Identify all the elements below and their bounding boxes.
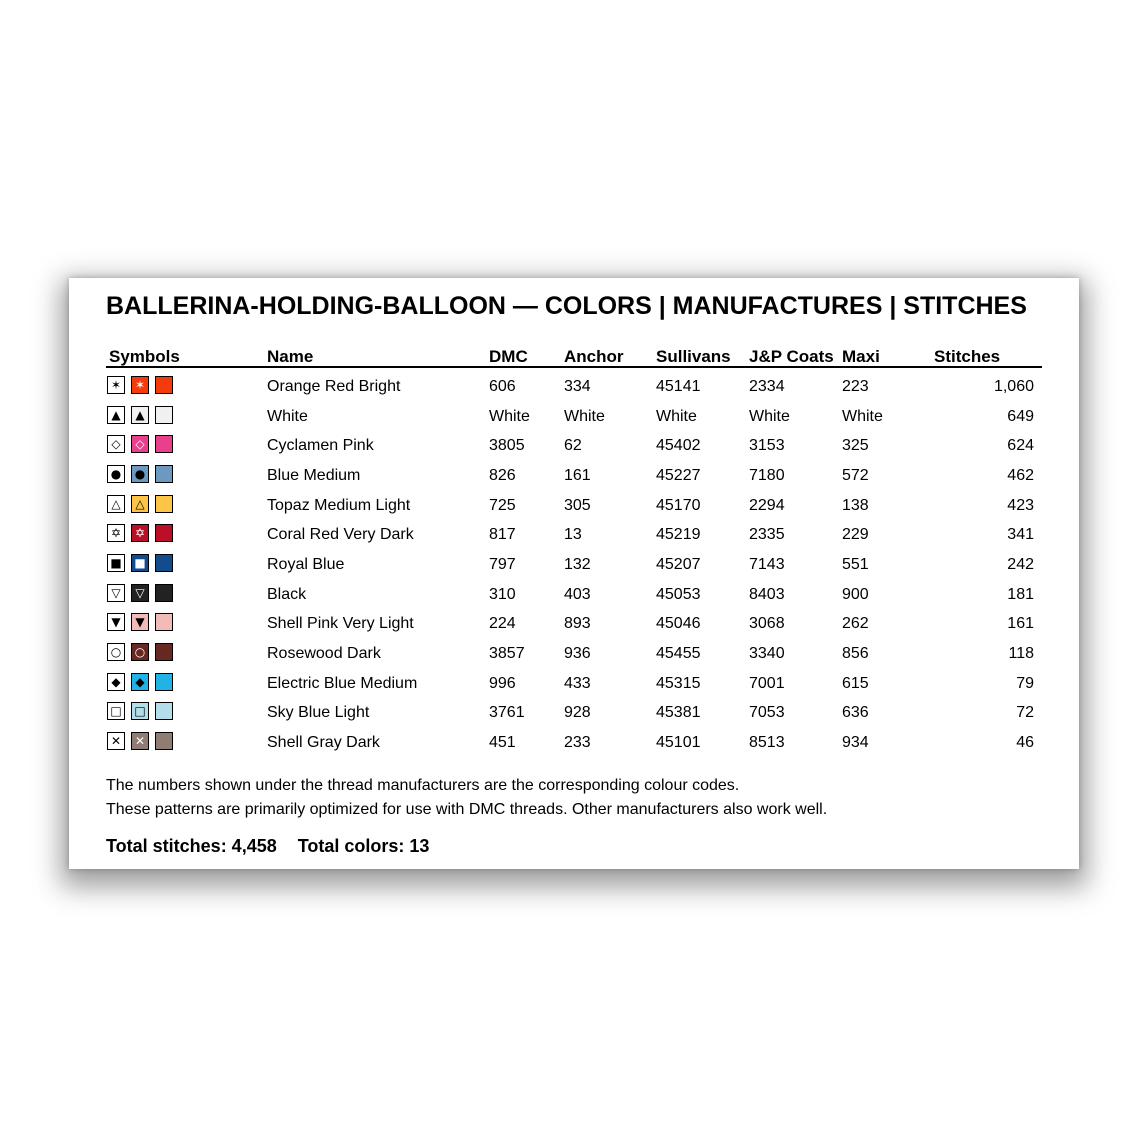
color-chart-card — [69, 278, 1079, 869]
cell-sullivans: 45219 — [656, 526, 701, 544]
cell-maxi: 615 — [842, 674, 869, 692]
cell-jpcoats: 8403 — [749, 585, 785, 603]
note-line-1: The numbers shown under the thread manufacturers are the corresponding colour codes. — [106, 777, 740, 794]
cell-stitches: 181 — [1007, 585, 1034, 603]
cell-anchor: 928 — [564, 704, 591, 722]
symbol-swatch: ▽ — [107, 584, 125, 602]
cell-dmc: 310 — [489, 585, 516, 603]
cell-stitches: 462 — [1007, 466, 1034, 484]
symbol-swatch: □ — [107, 702, 125, 720]
header-maxi: Maxi — [842, 347, 880, 366]
header-jpcoats: J&P Coats — [749, 347, 834, 366]
symbol-swatch: △ — [107, 495, 125, 513]
color-swatch — [155, 702, 173, 720]
cell-dmc: 826 — [489, 466, 516, 484]
cell-name: Topaz Medium Light — [267, 496, 411, 514]
cell-name: Coral Red Very Dark — [267, 526, 414, 544]
symbol-on-color-swatch: ◆ — [131, 673, 149, 691]
header-symbols: Symbols — [109, 347, 180, 366]
cell-jpcoats: 3340 — [749, 644, 785, 662]
cell-name: Electric Blue Medium — [267, 674, 418, 692]
cell-jpcoats: 3153 — [749, 437, 785, 455]
header-anchor: Anchor — [564, 347, 624, 366]
cell-jpcoats: 2335 — [749, 526, 785, 544]
color-swatch — [155, 524, 173, 542]
header-sullivans: Sullivans — [656, 347, 731, 366]
table-row — [106, 583, 1042, 607]
symbol-swatch: ◇ — [107, 435, 125, 453]
symbol-on-color-swatch: ▽ — [131, 584, 149, 602]
color-swatch — [155, 613, 173, 631]
table-row — [106, 494, 1042, 518]
cell-stitches: 72 — [1016, 704, 1034, 722]
cell-anchor: 161 — [564, 466, 591, 484]
symbol-swatch: ● — [107, 465, 125, 483]
cell-maxi: 856 — [842, 644, 869, 662]
cell-name: Orange Red Bright — [267, 378, 401, 395]
symbol-on-color-swatch: ✡ — [131, 524, 149, 542]
total-colors: Total colors: 13 — [297, 836, 430, 856]
cell-name: Shell Pink Very Light — [267, 615, 414, 633]
cell-jpcoats: 7143 — [749, 555, 785, 573]
table-row — [106, 375, 1042, 399]
header-dmc: DMC — [489, 347, 528, 366]
cell-sullivans: 45315 — [656, 674, 701, 692]
cell-name: Blue Medium — [267, 466, 361, 484]
symbol-on-color-swatch: ○ — [131, 643, 149, 661]
cell-sullivans: 45227 — [656, 466, 701, 484]
cell-sullivans: 45101 — [656, 733, 701, 751]
cell-name: Shell Gray Dark — [267, 733, 380, 751]
cell-maxi: 229 — [842, 526, 869, 544]
color-swatch — [155, 584, 173, 602]
cell-name: Cyclamen Pink — [267, 437, 374, 455]
total-stitches: Total stitches: 4,458 — [106, 836, 277, 856]
color-swatch — [155, 406, 173, 424]
color-swatch — [155, 435, 173, 453]
symbol-on-color-swatch: □ — [131, 702, 149, 720]
cell-jpcoats: 3068 — [749, 615, 785, 633]
table-row — [106, 612, 1042, 636]
table-row — [106, 405, 1042, 429]
cell-anchor: 936 — [564, 644, 591, 662]
cell-dmc: 817 — [489, 526, 516, 544]
cell-sullivans: 45046 — [656, 615, 701, 633]
cell-sullivans: 45141 — [656, 378, 701, 395]
table-row — [106, 434, 1042, 458]
cell-maxi: 138 — [842, 496, 869, 514]
cell-maxi: 262 — [842, 615, 869, 633]
cell-sullivans: 45053 — [656, 585, 701, 603]
cell-sullivans: 45381 — [656, 704, 701, 722]
table-row — [106, 642, 1042, 666]
cell-dmc: 451 — [489, 733, 516, 751]
cell-anchor: 62 — [564, 437, 582, 455]
table-row — [106, 464, 1042, 488]
cell-maxi: 572 — [842, 466, 869, 484]
symbol-on-color-swatch: ✕ — [131, 732, 149, 750]
cell-name: Sky Blue Light — [267, 704, 370, 722]
cell-anchor: 132 — [564, 555, 591, 573]
cell-name: Rosewood Dark — [267, 644, 381, 662]
symbol-swatch: ▼ — [107, 613, 125, 631]
cell-anchor: 403 — [564, 585, 591, 603]
table-row — [106, 553, 1042, 577]
symbol-on-color-swatch: ● — [131, 465, 149, 483]
totals — [106, 836, 429, 857]
cell-maxi: 325 — [842, 437, 869, 455]
table-row — [106, 701, 1042, 725]
symbol-swatch: ✶ — [107, 376, 125, 394]
cell-maxi: 934 — [842, 733, 869, 751]
cell-name: Black — [267, 585, 307, 603]
color-swatch — [155, 643, 173, 661]
color-swatch — [155, 673, 173, 691]
cell-stitches: 423 — [1007, 496, 1034, 514]
table-row — [106, 523, 1042, 547]
color-swatch — [155, 465, 173, 483]
cell-jpcoats: 7180 — [749, 466, 785, 484]
color-swatch — [155, 554, 173, 572]
cell-maxi: 900 — [842, 585, 869, 603]
symbol-swatch: ■ — [107, 554, 125, 572]
table-row — [106, 731, 1042, 755]
cell-jpcoats: 2334 — [749, 378, 785, 395]
cell-maxi: White — [842, 407, 883, 425]
cell-maxi: 551 — [842, 555, 869, 573]
cell-anchor: White — [564, 407, 605, 425]
color-swatch — [155, 732, 173, 750]
symbol-swatch: ✡ — [107, 524, 125, 542]
table-row — [106, 672, 1042, 696]
cell-sullivans: 45455 — [656, 644, 701, 662]
cell-name: Royal Blue — [267, 555, 345, 573]
cell-jpcoats: 8513 — [749, 733, 785, 751]
cell-anchor: 893 — [564, 615, 591, 633]
cell-dmc: 3761 — [489, 704, 525, 722]
table-header — [106, 346, 1042, 368]
cell-sullivans: 45402 — [656, 437, 701, 455]
color-swatch — [155, 495, 173, 513]
cell-dmc: 3805 — [489, 437, 525, 455]
cell-dmc: 797 — [489, 555, 516, 573]
cell-dmc: 224 — [489, 615, 516, 633]
symbol-swatch: ◆ — [107, 673, 125, 691]
color-swatch — [155, 376, 173, 394]
cell-dmc: 996 — [489, 674, 516, 692]
header-stitches: Stitches — [934, 347, 1001, 366]
note-line-2: These patterns are primarily optimized for use with DMC threads. Other manufacturers also work well. — [106, 801, 828, 818]
cell-stitches: 161 — [1007, 615, 1034, 633]
header-name: Name — [267, 347, 314, 366]
symbol-on-color-swatch: ▲ — [131, 406, 149, 424]
cell-dmc: 3857 — [489, 644, 525, 662]
symbol-on-color-swatch: ▼ — [131, 613, 149, 631]
cell-sullivans: White — [656, 407, 697, 425]
cell-dmc: White — [489, 407, 530, 425]
cell-stitches: 242 — [1007, 555, 1034, 573]
cell-stitches: 624 — [1007, 437, 1034, 455]
cell-anchor: 305 — [564, 496, 591, 514]
symbol-swatch: ○ — [107, 643, 125, 661]
cell-stitches: 649 — [1007, 407, 1034, 425]
cell-jpcoats: White — [749, 407, 790, 425]
cell-jpcoats: 7053 — [749, 704, 785, 722]
cell-stitches: 46 — [1016, 733, 1034, 751]
symbol-on-color-swatch: ✶ — [131, 376, 149, 394]
symbol-swatch: ✕ — [107, 732, 125, 750]
symbol-on-color-swatch: ■ — [131, 554, 149, 572]
cell-dmc: 606 — [489, 378, 516, 395]
cell-stitches: 341 — [1007, 526, 1034, 544]
cell-jpcoats: 7001 — [749, 674, 785, 692]
cell-jpcoats: 2294 — [749, 496, 785, 514]
symbol-swatch: ▲ — [107, 406, 125, 424]
cell-maxi: 223 — [842, 378, 869, 395]
page-title: BALLERINA-HOLDING-BALLOON — COLORS | MANUFACTURES | STITCHES — [106, 292, 1027, 320]
cell-dmc: 725 — [489, 496, 516, 514]
cell-anchor: 13 — [564, 526, 582, 544]
cell-anchor: 334 — [564, 378, 591, 395]
cell-stitches: 1,060 — [993, 378, 1034, 395]
symbol-on-color-swatch: ◇ — [131, 435, 149, 453]
cell-anchor: 433 — [564, 674, 591, 692]
cell-anchor: 233 — [564, 733, 591, 751]
cell-sullivans: 45207 — [656, 555, 701, 573]
cell-sullivans: 45170 — [656, 496, 701, 514]
cell-stitches: 118 — [1008, 644, 1034, 662]
cell-stitches: 79 — [1016, 674, 1034, 692]
cell-maxi: 636 — [842, 704, 869, 722]
cell-name: White — [267, 407, 308, 425]
symbol-on-color-swatch: △ — [131, 495, 149, 513]
